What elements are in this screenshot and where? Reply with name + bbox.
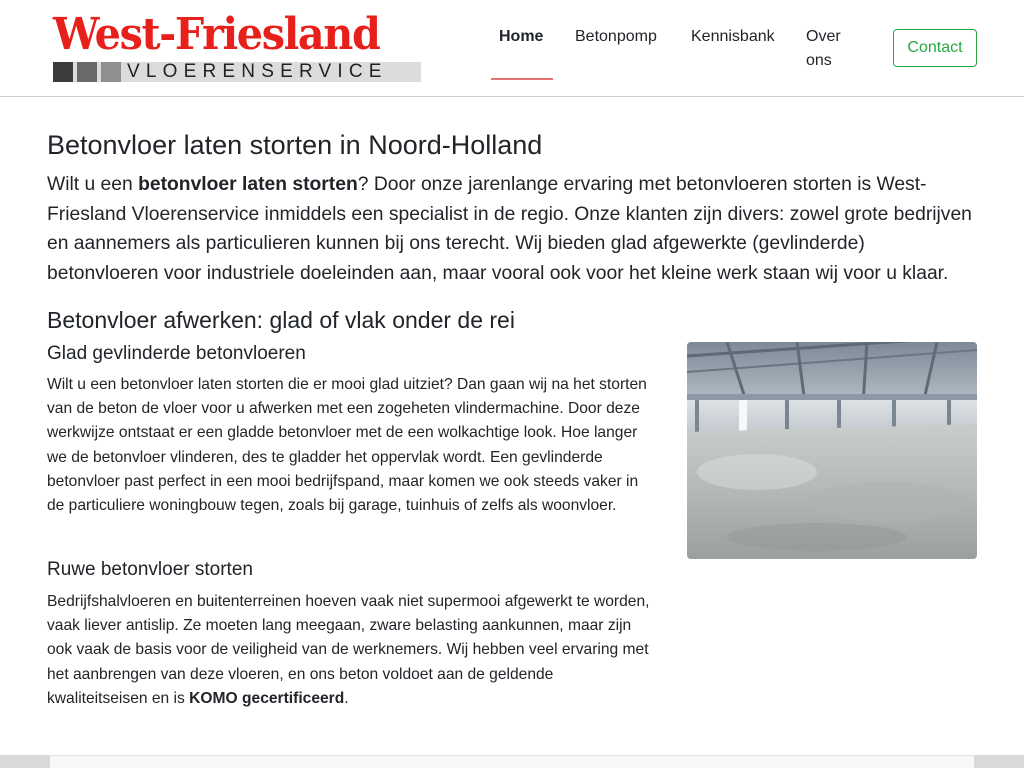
subsection-title-ruw: Ruwe betonvloer storten <box>47 559 253 580</box>
concrete-floor-photo <box>687 342 977 559</box>
nav-over-ons[interactable]: Over ons <box>806 28 841 69</box>
subsection-text-glad: Wilt u een betonvloer laten storten die er mooi glad uitziet? Dan gaan wij na het storten van de beton de vloer voor u afwerken met een zogeheten vlindermachine. Door deze werkwijze ontstaat er een gladde betonvloer met de een wolkachtige look. Hoe langer we de betonvloer vlinderen, des te gladder het oppervlak wordt. Een gevlinderde betonvloer past perfect in een mooi bedrijfspand, maar komen we ook steeds vaker in de particuliere woningbouw tegen, zoals bij garage, tuinhuis of zelfs als woonvloer. <box>47 376 647 515</box>
intro-text-end: ? Door onze jarenlange ervaring met betonvloeren storten is West-Friesland Vloerenservice inmiddels een specialist in de regio. Onze klanten zijn divers: zowel grote bedrijven en aannemers als particulieren kunnen bij ons terecht. Wij bieden glad afgewerkte (gevlinderde) betonvloeren voor industriele doeleinden aan, maar vooral ook voor het kleine werk staan wij voor u klaar. <box>47 174 972 284</box>
nav-active-indicator <box>491 78 553 80</box>
ruw-text-end: . <box>344 689 349 707</box>
logo-title: West-Friesland <box>53 9 380 60</box>
section-title: Betonvloer afwerken: glad of vlak onder de rei <box>47 307 515 333</box>
footer-left-edge <box>0 755 50 768</box>
logo-square-mid <box>77 62 97 82</box>
footer-right-edge <box>974 755 1024 768</box>
logo-subtitle-bar <box>53 62 421 82</box>
hall-floor-image <box>687 342 977 559</box>
subsection-title-glad: Glad gevlinderde betonvloeren <box>47 343 306 364</box>
ruw-text-start: Bedrijfshalvloeren en buitenterreinen hoeven vaak niet supermooi afgewerkt te worden, vaak liever antislip. Ze moeten lang meegaan, zware belasting aankunnen, maar zijn ook vaak de basis voor de veiligheid van de werknemers. Wij hebben veel ervaring met het aanbrengen van deze vloeren, en ons beton voldoet aan de geldende kwaliteitseisen en is <box>47 593 650 707</box>
logo-square-light <box>101 62 121 82</box>
logo-square-dark <box>53 62 73 82</box>
contact-button[interactable]: Contact <box>893 29 977 67</box>
intro-text-start: Wilt u een <box>47 174 139 195</box>
site-logo[interactable] <box>53 9 421 84</box>
page-title: Betonvloer laten storten in Noord-Holland <box>47 130 543 160</box>
footer-section-top <box>50 755 974 768</box>
ruw-text-bold: KOMO gecertificeerd <box>189 689 345 707</box>
nav-kennisbank[interactable]: Kennisbank <box>691 28 775 45</box>
subsection-text-ruw <box>47 590 657 711</box>
nav-home[interactable]: Home <box>499 28 544 45</box>
intro-paragraph <box>47 170 977 288</box>
site-header <box>0 0 1024 97</box>
logo-subtitle: VLOERENSERVICE <box>127 61 388 82</box>
nav-betonpomp[interactable]: Betonpomp <box>575 28 657 45</box>
intro-text-bold: betonvloer laten storten <box>138 174 358 195</box>
